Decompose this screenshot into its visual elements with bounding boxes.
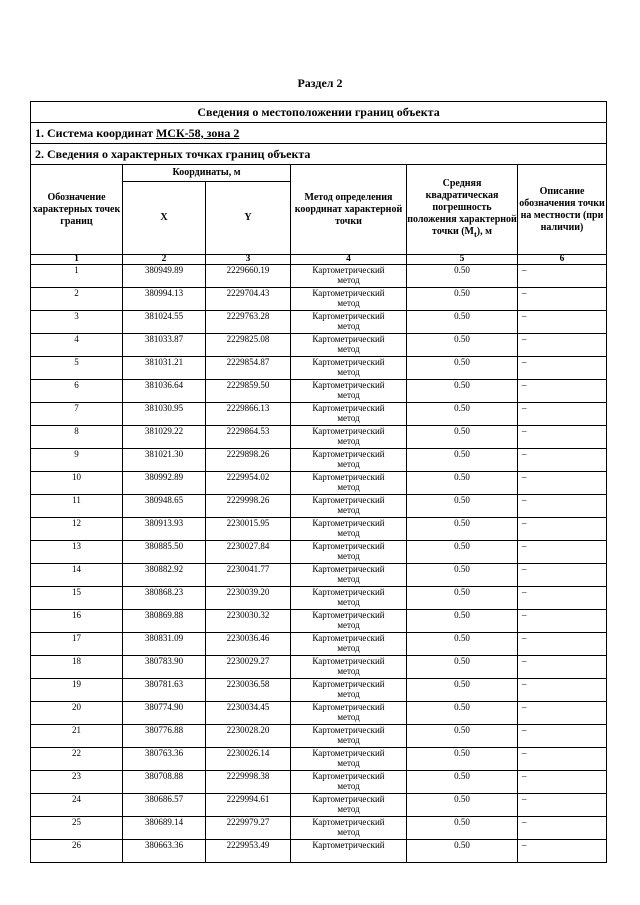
method-cell	[291, 771, 407, 794]
method-cell	[291, 679, 407, 702]
table-row	[31, 288, 607, 311]
description-cell: –	[518, 495, 607, 518]
method-line1: Картометрический	[312, 334, 385, 344]
x-coordinate-cell: 380882.92	[123, 564, 206, 587]
description-cell: –	[518, 518, 607, 541]
table-row	[31, 495, 607, 518]
y-coordinate-cell: 2230027.84	[206, 541, 291, 564]
y-coordinate-cell: 2229825.08	[206, 334, 291, 357]
point-number-cell: 20	[31, 702, 123, 725]
x-coordinate-cell: 381036.64	[123, 380, 206, 403]
table-row	[31, 265, 607, 288]
method-cell	[291, 817, 407, 840]
y-coordinate-cell: 2230028.20	[206, 725, 291, 748]
method-line2: метод	[337, 712, 360, 722]
method-line1: Картометрический	[312, 840, 385, 850]
method-cell	[291, 472, 407, 495]
point-number-cell: 17	[31, 633, 123, 656]
point-number-cell: 5	[31, 357, 123, 380]
y-coordinate-cell: 2230026.14	[206, 748, 291, 771]
description-cell: –	[518, 771, 607, 794]
x-coordinate-cell: 380994.13	[123, 288, 206, 311]
table-row	[31, 656, 607, 679]
point-number-cell: 2	[31, 288, 123, 311]
accuracy-cell: 0.50	[407, 357, 518, 380]
y-coordinate-cell: 2229994.61	[206, 794, 291, 817]
method-line1: Картометрический	[312, 265, 385, 275]
subtitle: 2. Сведения о характерных точках границ объекта	[31, 144, 607, 165]
description-cell: –	[518, 449, 607, 472]
method-line2: метод	[337, 505, 360, 515]
header-accuracy-text: Средняя квадратическая погрешность положения характерной точки (М	[407, 178, 517, 237]
method-line1: Картометрический	[312, 541, 385, 551]
method-line2: метод	[337, 620, 360, 630]
accuracy-cell: 0.50	[407, 771, 518, 794]
x-coordinate-cell: 381033.87	[123, 334, 206, 357]
point-number-cell: 26	[31, 840, 123, 863]
method-cell	[291, 311, 407, 334]
header-method: Метод определения координат характерной точки	[291, 165, 407, 255]
point-number-cell: 16	[31, 610, 123, 633]
x-coordinate-cell: 380949.89	[123, 265, 206, 288]
method-cell	[291, 449, 407, 472]
x-coordinate-cell: 380885.50	[123, 541, 206, 564]
header-x: X	[123, 182, 206, 255]
x-coordinate-cell: 380869.88	[123, 610, 206, 633]
method-line1: Картометрический	[312, 288, 385, 298]
x-coordinate-cell: 380774.90	[123, 702, 206, 725]
x-coordinate-cell: 380913.93	[123, 518, 206, 541]
column-number: 3	[206, 255, 291, 265]
description-cell: –	[518, 288, 607, 311]
method-line1: Картометрический	[312, 610, 385, 620]
y-coordinate-cell: 2229864.53	[206, 426, 291, 449]
column-numbers-row	[31, 255, 607, 265]
method-cell	[291, 495, 407, 518]
header-y: Y	[206, 182, 291, 255]
accuracy-cell: 0.50	[407, 449, 518, 472]
method-line1: Картометрический	[312, 426, 385, 436]
method-cell	[291, 748, 407, 771]
description-cell: –	[518, 380, 607, 403]
coord-system-row	[31, 123, 607, 144]
accuracy-cell: 0.50	[407, 679, 518, 702]
description-cell: –	[518, 564, 607, 587]
method-line1: Картометрический	[312, 518, 385, 528]
y-coordinate-cell: 2230036.58	[206, 679, 291, 702]
description-cell: –	[518, 840, 607, 863]
section-title: Раздел 2	[297, 76, 343, 90]
method-line1: Картометрический	[312, 656, 385, 666]
method-line2: метод	[337, 321, 360, 331]
point-number-cell: 25	[31, 817, 123, 840]
description-cell: –	[518, 311, 607, 334]
point-number-cell: 8	[31, 426, 123, 449]
accuracy-cell: 0.50	[407, 311, 518, 334]
table-row	[31, 587, 607, 610]
boundary-points-table-wrapper	[30, 101, 606, 863]
x-coordinate-cell: 380781.63	[123, 679, 206, 702]
method-cell	[291, 403, 407, 426]
table-row	[31, 472, 607, 495]
table-row	[31, 334, 607, 357]
header-coordinates: Координаты, м	[123, 165, 291, 182]
method-line2: метод	[337, 574, 360, 584]
accuracy-cell: 0.50	[407, 748, 518, 771]
accuracy-cell: 0.50	[407, 518, 518, 541]
y-coordinate-cell: 2230034.45	[206, 702, 291, 725]
accuracy-cell: 0.50	[407, 472, 518, 495]
point-number-cell: 11	[31, 495, 123, 518]
method-line2: метод	[337, 735, 360, 745]
point-number-cell: 14	[31, 564, 123, 587]
header-point-designation: Обозначение характерных точек границ	[31, 165, 123, 255]
accuracy-cell: 0.50	[407, 702, 518, 725]
y-coordinate-cell: 2229998.26	[206, 495, 291, 518]
point-number-cell: 24	[31, 794, 123, 817]
method-line2: метод	[337, 528, 360, 538]
table-row	[31, 541, 607, 564]
method-line2: метод	[337, 344, 360, 354]
point-number-cell: 6	[31, 380, 123, 403]
x-coordinate-cell: 381021.30	[123, 449, 206, 472]
method-cell	[291, 334, 407, 357]
y-coordinate-cell: 2230029.27	[206, 656, 291, 679]
table-row	[31, 840, 607, 863]
table-row	[31, 564, 607, 587]
y-coordinate-cell: 2229953.49	[206, 840, 291, 863]
method-line2: метод	[337, 781, 360, 791]
method-line1: Картометрический	[312, 633, 385, 643]
accuracy-cell: 0.50	[407, 564, 518, 587]
table-row	[31, 610, 607, 633]
method-line2: метод	[337, 827, 360, 837]
method-cell	[291, 656, 407, 679]
description-cell: –	[518, 587, 607, 610]
point-number-cell: 12	[31, 518, 123, 541]
method-line1: Картометрический	[312, 748, 385, 758]
description-cell: –	[518, 334, 607, 357]
description-cell: –	[518, 794, 607, 817]
x-coordinate-cell: 381024.55	[123, 311, 206, 334]
accuracy-cell: 0.50	[407, 426, 518, 449]
y-coordinate-cell: 2230041.77	[206, 564, 291, 587]
table-row	[31, 311, 607, 334]
point-number-cell: 10	[31, 472, 123, 495]
accuracy-cell: 0.50	[407, 403, 518, 426]
method-cell	[291, 288, 407, 311]
table-row	[31, 771, 607, 794]
method-line2: метод	[337, 804, 360, 814]
accuracy-cell: 0.50	[407, 610, 518, 633]
y-coordinate-cell: 2229854.87	[206, 357, 291, 380]
x-coordinate-cell: 381031.21	[123, 357, 206, 380]
table-row	[31, 403, 607, 426]
description-cell: –	[518, 426, 607, 449]
method-line1: Картометрический	[312, 472, 385, 482]
table-row	[31, 794, 607, 817]
column-number: 1	[31, 255, 123, 265]
x-coordinate-cell: 381030.95	[123, 403, 206, 426]
x-coordinate-cell: 380763.36	[123, 748, 206, 771]
table-row	[31, 679, 607, 702]
x-coordinate-cell: 380992.89	[123, 472, 206, 495]
method-line2: метод	[337, 551, 360, 561]
x-coordinate-cell: 380948.65	[123, 495, 206, 518]
method-line1: Картометрический	[312, 817, 385, 827]
method-cell	[291, 794, 407, 817]
x-coordinate-cell: 380776.88	[123, 725, 206, 748]
y-coordinate-cell: 2229704.43	[206, 288, 291, 311]
table-row	[31, 426, 607, 449]
x-coordinate-cell: 380686.57	[123, 794, 206, 817]
method-line2: метод	[337, 666, 360, 676]
method-cell	[291, 587, 407, 610]
description-cell: –	[518, 265, 607, 288]
column-number: 4	[291, 255, 407, 265]
accuracy-cell: 0.50	[407, 541, 518, 564]
y-coordinate-cell: 2229954.02	[206, 472, 291, 495]
table-row	[31, 380, 607, 403]
description-cell: –	[518, 472, 607, 495]
method-cell	[291, 725, 407, 748]
x-coordinate-cell: 381029.22	[123, 426, 206, 449]
accuracy-cell: 0.50	[407, 334, 518, 357]
method-line2: метод	[337, 643, 360, 653]
header-description: Описание обозначения точки на местности (при наличии)	[518, 165, 607, 255]
x-coordinate-cell: 380783.90	[123, 656, 206, 679]
method-line1: Картометрический	[312, 449, 385, 459]
method-line2: метод	[337, 367, 360, 377]
method-line1: Картометрический	[312, 587, 385, 597]
method-cell	[291, 541, 407, 564]
point-number-cell: 22	[31, 748, 123, 771]
method-line2: метод	[337, 482, 360, 492]
method-line1: Картометрический	[312, 357, 385, 367]
x-coordinate-cell: 380708.88	[123, 771, 206, 794]
x-coordinate-cell: 380663.36	[123, 840, 206, 863]
method-line2: метод	[337, 459, 360, 469]
coord-system-value: МСК-58, зона 2	[155, 125, 240, 140]
table-title: Сведения о местоположении границ объекта	[31, 102, 607, 123]
point-number-cell: 9	[31, 449, 123, 472]
method-cell	[291, 380, 407, 403]
method-line2: метод	[337, 390, 360, 400]
y-coordinate-cell: 2230036.46	[206, 633, 291, 656]
y-coordinate-cell: 2230015.95	[206, 518, 291, 541]
boundary-points-table	[30, 101, 607, 863]
header-accuracy-unit: ), м	[476, 226, 492, 237]
method-cell	[291, 564, 407, 587]
point-number-cell: 3	[31, 311, 123, 334]
method-cell	[291, 633, 407, 656]
method-cell	[291, 357, 407, 380]
method-line1: Картометрический	[312, 794, 385, 804]
column-number: 2	[123, 255, 206, 265]
method-line1: Картометрический	[312, 403, 385, 413]
method-line1: Картометрический	[312, 495, 385, 505]
table-row	[31, 518, 607, 541]
table-row	[31, 725, 607, 748]
accuracy-cell: 0.50	[407, 817, 518, 840]
point-number-cell: 23	[31, 771, 123, 794]
table-row	[31, 633, 607, 656]
accuracy-cell: 0.50	[407, 794, 518, 817]
point-number-cell: 19	[31, 679, 123, 702]
y-coordinate-cell: 2229866.13	[206, 403, 291, 426]
x-coordinate-cell: 380868.23	[123, 587, 206, 610]
method-cell	[291, 702, 407, 725]
y-coordinate-cell: 2229859.50	[206, 380, 291, 403]
column-number: 5	[407, 255, 518, 265]
method-cell	[291, 840, 407, 863]
method-line1: Картометрический	[312, 380, 385, 390]
coord-system-label: 1. Система координат	[35, 125, 156, 140]
accuracy-cell: 0.50	[407, 840, 518, 863]
accuracy-cell: 0.50	[407, 288, 518, 311]
point-number-cell: 7	[31, 403, 123, 426]
description-cell: –	[518, 679, 607, 702]
y-coordinate-cell: 2229763.28	[206, 311, 291, 334]
point-number-cell: 21	[31, 725, 123, 748]
method-line1: Картометрический	[312, 702, 385, 712]
method-line1: Картометрический	[312, 564, 385, 574]
method-line2: метод	[337, 689, 360, 699]
method-line2: метод	[337, 436, 360, 446]
description-cell: –	[518, 748, 607, 771]
description-cell: –	[518, 610, 607, 633]
header-accuracy-sub: t	[474, 230, 477, 239]
accuracy-cell: 0.50	[407, 380, 518, 403]
accuracy-cell: 0.50	[407, 633, 518, 656]
accuracy-cell: 0.50	[407, 265, 518, 288]
accuracy-cell: 0.50	[407, 495, 518, 518]
description-cell: –	[518, 633, 607, 656]
accuracy-cell: 0.50	[407, 656, 518, 679]
method-line2: метод	[337, 597, 360, 607]
description-cell: –	[518, 817, 607, 840]
point-number-cell: 13	[31, 541, 123, 564]
point-number-cell: 18	[31, 656, 123, 679]
method-line1: Картометрический	[312, 771, 385, 781]
x-coordinate-cell: 380831.09	[123, 633, 206, 656]
point-number-cell: 1	[31, 265, 123, 288]
method-line2: метод	[337, 275, 360, 285]
method-line1: Картометрический	[312, 679, 385, 689]
accuracy-cell: 0.50	[407, 725, 518, 748]
y-coordinate-cell: 2229979.27	[206, 817, 291, 840]
method-cell	[291, 610, 407, 633]
table-row	[31, 748, 607, 771]
table-row	[31, 449, 607, 472]
accuracy-cell: 0.50	[407, 587, 518, 610]
header-accuracy	[407, 165, 518, 255]
method-line2: метод	[337, 758, 360, 768]
y-coordinate-cell: 2229998.38	[206, 771, 291, 794]
method-line1: Картометрический	[312, 311, 385, 321]
description-cell: –	[518, 403, 607, 426]
x-coordinate-cell: 380689.14	[123, 817, 206, 840]
point-number-cell: 15	[31, 587, 123, 610]
y-coordinate-cell: 2230030.32	[206, 610, 291, 633]
method-line2: метод	[337, 413, 360, 423]
table-body	[31, 265, 607, 863]
table-row	[31, 817, 607, 840]
method-cell	[291, 518, 407, 541]
table-row	[31, 702, 607, 725]
description-cell: –	[518, 357, 607, 380]
description-cell: –	[518, 725, 607, 748]
point-number-cell: 4	[31, 334, 123, 357]
method-line2: метод	[337, 298, 360, 308]
y-coordinate-cell: 2229898.26	[206, 449, 291, 472]
method-cell	[291, 265, 407, 288]
table-row	[31, 357, 607, 380]
method-cell	[291, 426, 407, 449]
column-number: 6	[518, 255, 607, 265]
method-line1: Картометрический	[312, 725, 385, 735]
y-coordinate-cell: 2230039.20	[206, 587, 291, 610]
description-cell: –	[518, 656, 607, 679]
description-cell: –	[518, 702, 607, 725]
y-coordinate-cell: 2229660.19	[206, 265, 291, 288]
description-cell: –	[518, 541, 607, 564]
